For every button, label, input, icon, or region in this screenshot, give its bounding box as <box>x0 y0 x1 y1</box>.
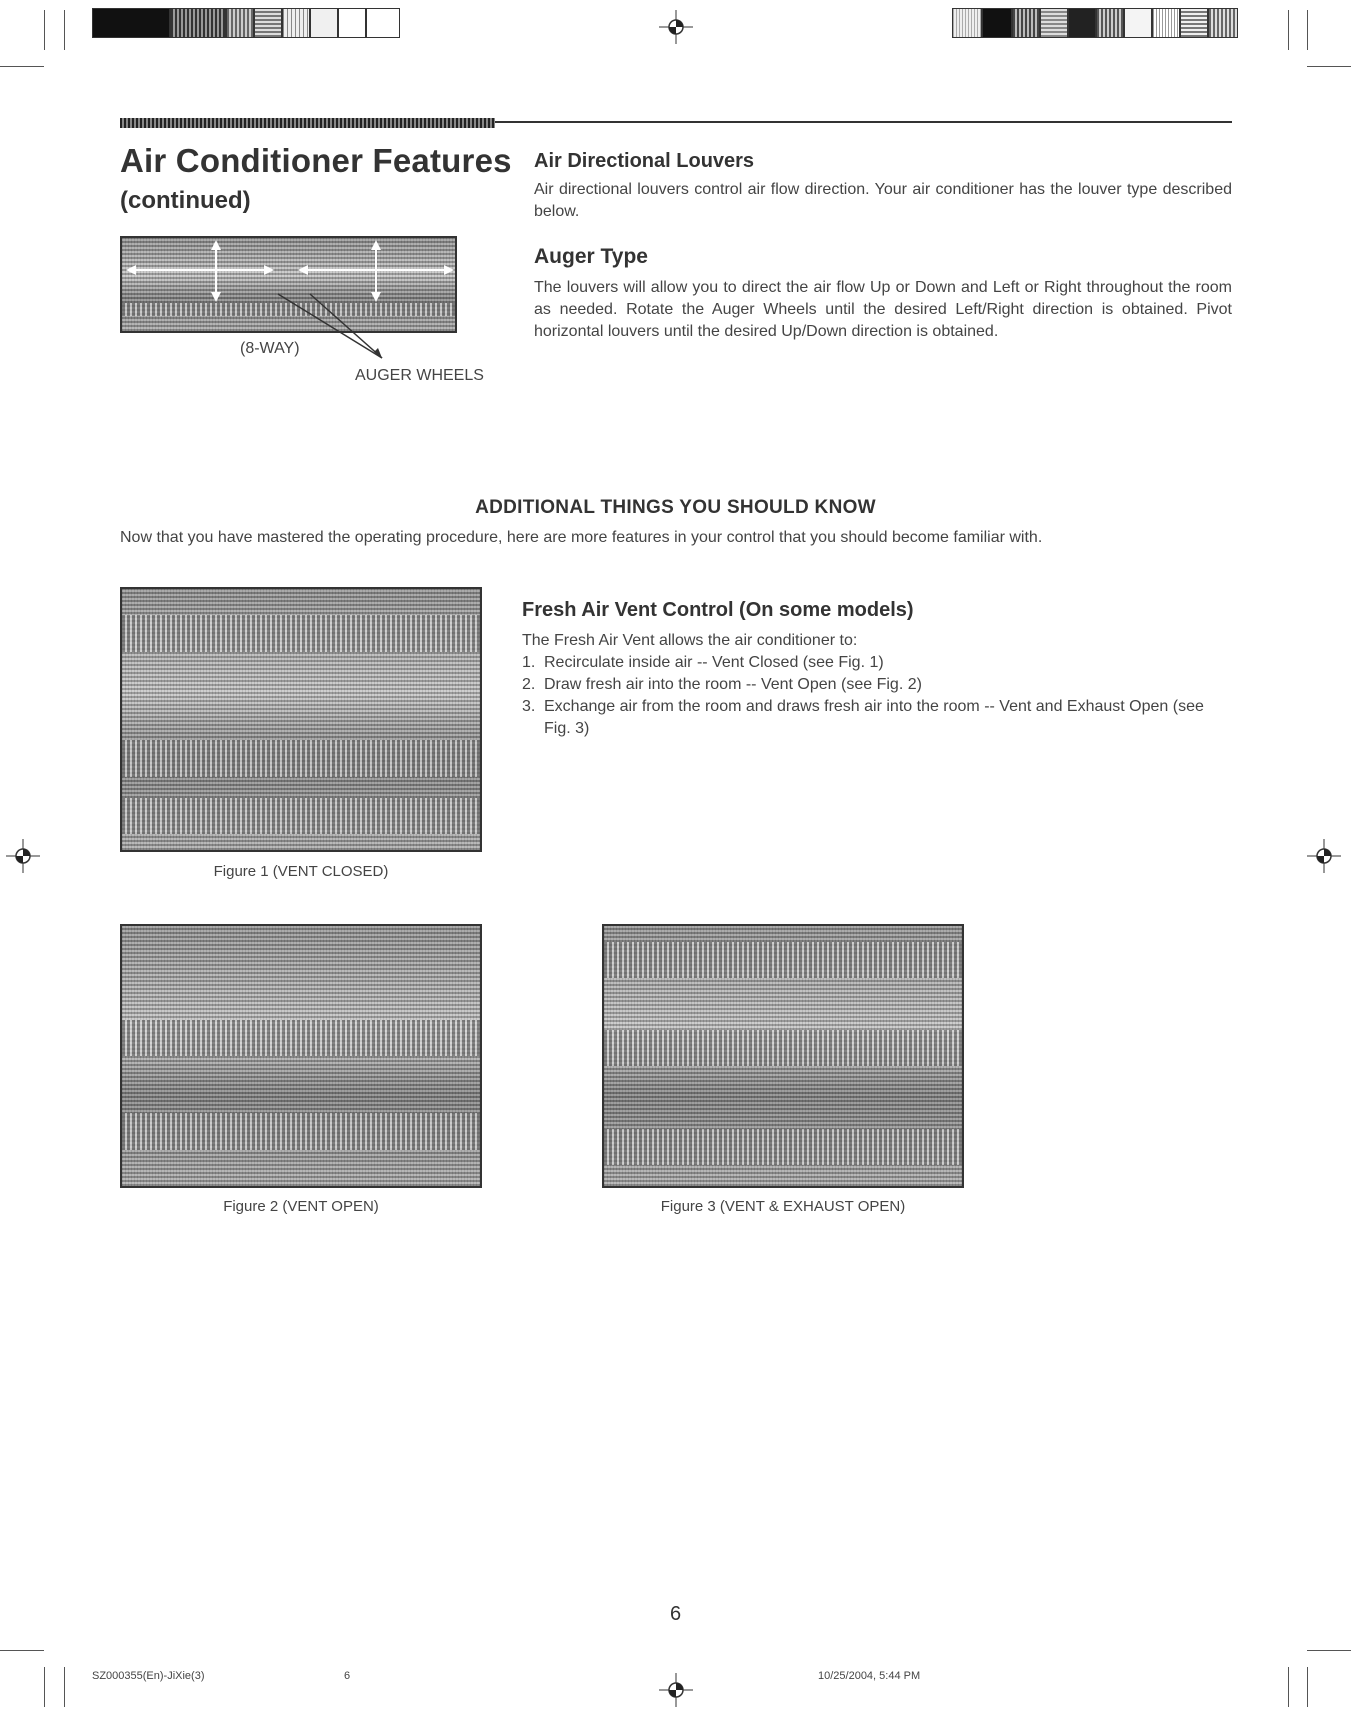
header-rule <box>495 121 1232 123</box>
figure-1-caption: Figure 1 (VENT CLOSED) <box>213 863 389 880</box>
label-8-way: (8-WAY) <box>240 340 300 357</box>
auger-heading: Auger Type <box>534 245 648 268</box>
footer-doc-id: SZ000355(En)-JiXie(3) <box>92 1670 205 1682</box>
fresh-air-lead: The Fresh Air Vent allows the air conditioner to: <box>522 632 858 649</box>
louvers-body: Air directional louvers control air flow direction. Your air conditioner has the louver type described below. <box>534 181 1232 220</box>
additional-intro: Now that you have mastered the operating procedure, here are more features in your control that you should become familiar with. <box>120 529 1043 546</box>
louver-diagram-arrows <box>120 236 480 366</box>
fresh-air-steps <box>522 652 1232 740</box>
footer-timestamp: 10/25/2004, 5:44 PM <box>818 1670 921 1682</box>
auger-body: The louvers will allow you to direct the air flow Up or Down and Left or Right throughout the room as needed. Rotate the Auger Wheels until the desired Left/Right direction is obtained. Pivot horizontal louvers until the desired Up/Down direction is obtained. <box>534 279 1232 340</box>
page-title: Air Conditioner Features <box>120 142 512 179</box>
fresh-air-section <box>522 599 1232 740</box>
header-hatch-rule <box>120 118 495 128</box>
figure-3-caption: Figure 3 (VENT & EXHAUST OPEN) <box>660 1198 906 1215</box>
registration-mark-left-icon <box>6 839 40 873</box>
list-item: 2. Draw fresh air into the room -- Vent Open (see Fig. 2) <box>522 676 922 693</box>
registration-mark-right-icon <box>1307 839 1341 873</box>
figure-1-photo <box>120 587 482 852</box>
page-number: 6 <box>669 1603 682 1625</box>
louvers-heading: Air Directional Louvers <box>534 150 755 172</box>
registration-mark-top-icon <box>659 10 693 44</box>
color-bar-right <box>952 8 1260 38</box>
louvers-section <box>534 150 1232 343</box>
footer-page: 6 <box>344 1670 351 1682</box>
figure-2-photo <box>120 924 482 1188</box>
list-item: 3. Exchange air from the room and draws fresh air into the room -- Vent and Exhaust Open (see Fig. 3) <box>522 698 1204 737</box>
registration-mark-bottom-icon <box>659 1673 693 1707</box>
figure-3-photo <box>602 924 964 1188</box>
label-auger-wheels: AUGER WHEELS <box>355 367 484 384</box>
list-item: 1. Recirculate inside air -- Vent Closed (see Fig. 1) <box>522 654 884 671</box>
figure-2-caption: Figure 2 (VENT OPEN) <box>223 1198 379 1215</box>
fresh-air-heading: Fresh Air Vent Control (On some models) <box>522 599 914 621</box>
page-subtitle: (continued) <box>120 187 251 214</box>
additional-heading: ADDITIONAL THINGS YOU SHOULD KNOW <box>475 497 876 518</box>
gray-scale-bar-left <box>92 8 400 38</box>
